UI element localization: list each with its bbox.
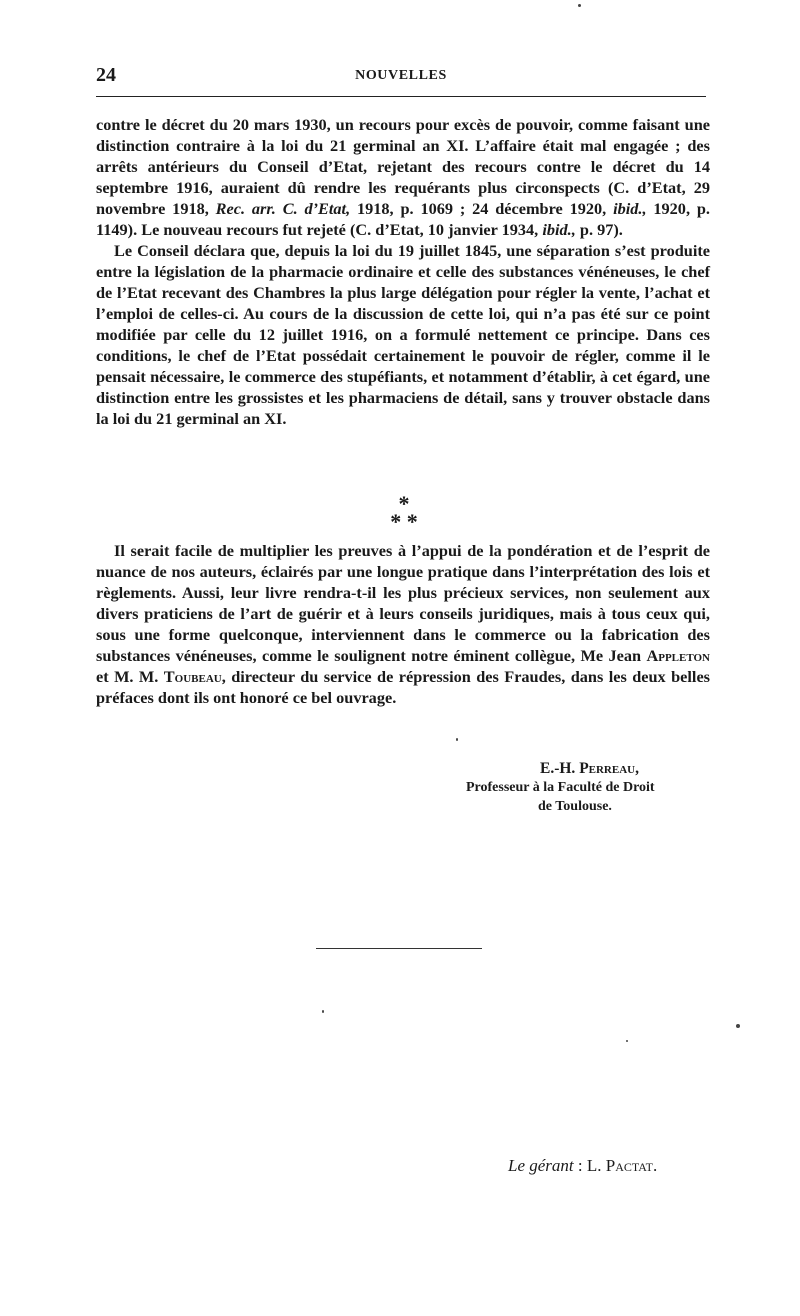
signature-title: Professeur à la Faculté de Droit de Toulouse.	[466, 780, 655, 814]
signature-name: E.-H. Perreau,	[540, 760, 639, 777]
publisher-manager-line: Le gérant : L. Pactat.	[508, 1156, 658, 1175]
print-speck	[322, 1010, 324, 1013]
print-speck	[626, 1040, 628, 1042]
running-title: NOUVELLES	[355, 68, 447, 83]
end-rule	[316, 948, 482, 949]
print-speck	[736, 1024, 740, 1028]
article-body	[96, 114, 710, 429]
section-separator-top: *	[398, 491, 410, 516]
paragraph-continuation: contre le décret du 20 mars 1930, un recours pour excès de pouvoir, comme faisant une distinction contraire à la loi du 21 germinal an XI. L’affaire était mal engagée ; des arrêts antérieurs du Conseil d’Etat, rejetant des recours contre le décret du 14 septembre 1916, auraient dû rendre les requérants plus circonspects (C. d’Etat, 29 novembre 1918, Rec. arr. C. d’Etat, 1918, p. 1069 ; 24 décembre 1920, ibid., 1920, p. 1149). Le nouveau recours fut rejeté (C. d’Etat, 10 janvier 1934, ibid., p. 97).	[96, 115, 710, 239]
closing-body	[96, 540, 710, 708]
paragraph-closing: Il serait facile de multiplier les preuves à l’appui de la pondération et de l’esprit de nuance de nos auteurs, éclairés par une longue pratique dans l’interprétation des lois et règlements. Aussi, leur livre rendra-t-il les plus précieux services, non seulement aux divers praticiens de l’art de guérir et à leurs conseils juridiques, mais à tous ceux qui, sous une forme quelconque, interviennent dans le commerce ou la fabrication des substances vénéneuses, comme le soulignent notre éminent collègue, Me Jean Appleton et M. M. Toubeau, directeur du service de répression des Fraudes, dans les deux belles préfaces dont ils ont honoré ce bel ouvrage.	[96, 541, 711, 707]
print-speck	[456, 738, 458, 741]
section-separator-bottom: * *	[390, 509, 418, 534]
running-head	[96, 64, 706, 88]
paragraph-conseil: Le Conseil déclara que, depuis la loi du 19 juillet 1845, une séparation s’est produite entre la législation de la pharmacie ordinaire et celle des substances vénéneuses, le chef de l’Etat recevant des Chambres la plus large délégation pour régler la vente, l’achat et l’emploi de celles-ci. Au cours de la discussion de cette loi, qui n’a pas été sur ce point modifiée par celle du 12 juillet 1916, on a formulé nettement ce principe. Dans ces conditions, le chef de l’Etat possédait certainement le pouvoir de régler, comme il le pensait nécessaire, le commerce des stupéfiants, et notamment d’établir, à cet égard, une distinction entre les grossistes et les pharmaciens de détail, sans y trouver obstacle dans la loi du 21 germinal an XI.	[96, 241, 710, 428]
header-rule	[96, 96, 706, 97]
print-speck	[578, 4, 581, 7]
page-number: 24	[96, 64, 116, 86]
